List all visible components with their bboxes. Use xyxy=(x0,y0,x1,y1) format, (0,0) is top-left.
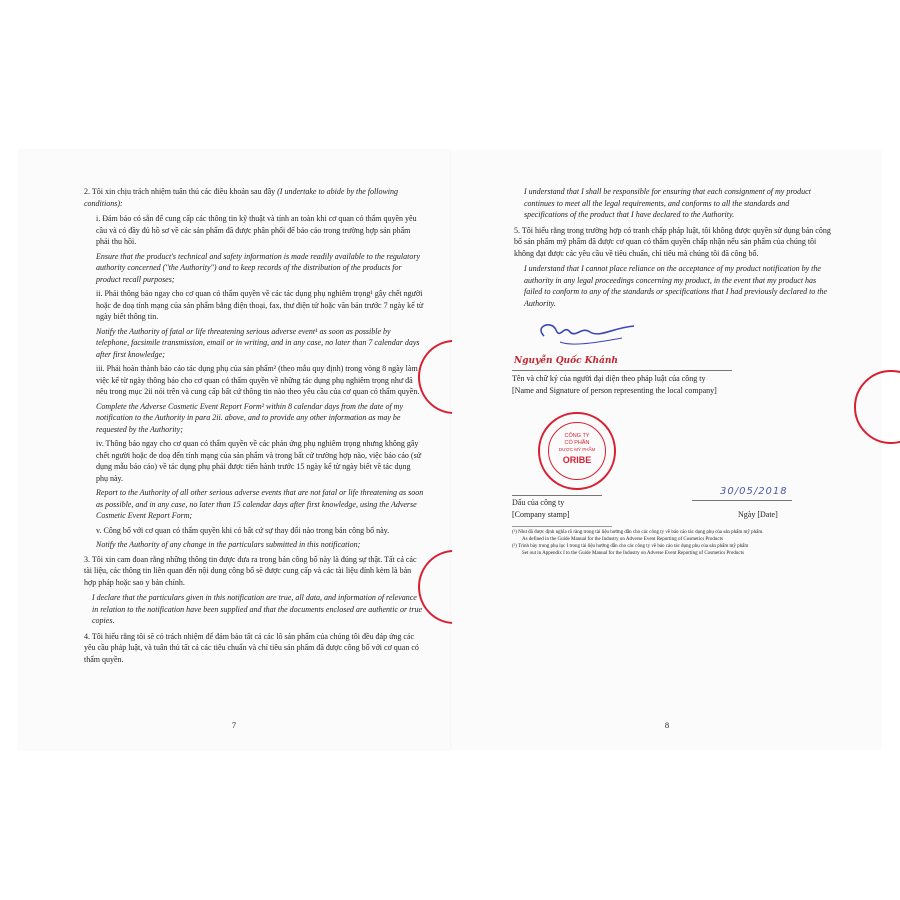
item-2-en: (I undertake to abide by the following conditions): xyxy=(84,187,399,208)
page-number-8: 8 xyxy=(664,720,670,730)
subitem-i-vi: i. Đảm bảo có sẵn để cung cấp các thông tin kỹ thuật và tính an toàn khi cơ quan có thẩm quyền yêu cầu và có đầy đủ hồ sơ về các sản phẩm đã được phân phối để báo cáo trong trường hợp sản phẩm phải thu hồi. xyxy=(96,214,417,246)
footnote-1 xyxy=(512,529,854,536)
stamp-line xyxy=(512,495,602,496)
item-3-en: I declare that the particulars given in this notification are true, all data, and information of relevance in relation to the notification have been supplied and that the documents enclosed are authentic or true copies. xyxy=(92,593,423,625)
subitem-ii-vi: ii. Phải thông báo ngay cho cơ quan có thẩm quyền về các tác dụng phụ nghiêm trọng¹ gây chết người hoặc đe doạ tính mạng của sản phẩm bằng điện thoại, fax, thư điện tử hoặc văn bản trước 7 ngày kể từ ngày biết thông tin. xyxy=(96,289,424,321)
signature-label-vi: Tên và chữ ký của người đại diện theo pháp luật của công ty xyxy=(512,374,706,383)
subitem-iv-en: Report to the Authority of all other serious adverse events that are not fatal or life threatening as soon as possible, and in any case, no later than 15 calendar days after first knowledge, using the Adverse Cosmetic Event Report Form; xyxy=(96,488,424,520)
document-page-8 xyxy=(452,150,882,750)
subitem-v-vi: v. Công bố với cơ quan có thẩm quyền khi có bất cứ sự thay đổi nào trong bản công bố này. xyxy=(96,525,390,535)
signature-line xyxy=(512,370,732,371)
item-2 xyxy=(84,186,424,209)
item-2-vi: 2. Tôi xin chịu trách nhiệm tuân thủ các điều khoản sau đây xyxy=(84,187,276,196)
item-5-vi: 5. Tôi hiểu rằng trong trường hợp có tranh chấp pháp luật, tôi không được quyền sử dụng bản công bố sản phẩm mỹ phẩm đã được cơ quan có thẩm quyền chấp nhận nếu sản phẩm của chúng tôi không đạt được các yêu cầu về tiêu chuẩn, chỉ tiêu mà chúng tôi đã công bố. xyxy=(514,225,831,258)
footnote-2-vi: Trình bày trong phụ lục I trong tài liệu hướng dẫn cho các công ty về báo cáo tác dụng phụ của sản phẩm mỹ phẩm xyxy=(518,544,749,549)
partial-stamp-right xyxy=(854,370,900,444)
item-5-en: I understand that I cannot place reliance on the acceptance of my product notification by the authority in any legal proceedings concerning my product, in the event that my product has failed to conform to any of the standards or specifications that I had previously declared to the Authority. xyxy=(524,264,828,308)
subitem-i-en: Ensure that the product's technical and safety information is made readily available to the regulatory authority concerned ("the Authority") and to keep records of the distribution of the products for product recall purposes; xyxy=(96,251,421,284)
item-4-vi: 4. Tôi hiểu rằng tôi sẽ có trách nhiệm để đảm bảo tất cả các lô sản phẩm của chúng tôi đều đáp ứng các yêu cầu pháp luật, và tuân thủ tất cả các tiêu chuẩn và chỉ tiêu sản phẩm đã được công bố với cơ quan có thẩm quyền. xyxy=(84,631,419,664)
footnote-2-en: Set out in Appendix I to the Guide Manual for the Industry on Adverse Event Reporting of Cosmetics Products xyxy=(522,551,744,556)
footnote-2 xyxy=(512,543,854,550)
footnote-2-mark: (²) xyxy=(512,544,517,549)
page-number-7: 7 xyxy=(231,720,237,730)
footnote-1-en: As defined in the Guide Manual for the Industry on Adverse Event Reporting of Cosmetics Products xyxy=(522,537,723,542)
footnote-1-mark: (¹) xyxy=(512,530,517,535)
subitem-iv-vi: iv. Thông báo ngay cho cơ quan có thẩm quyền về các phản ứng phụ nghiêm trọng nhưng không gây chết người hoặc đe doạ đến tính mạng của sản phẩm và trong bất cứ trường hợp nào, việc báo cáo (sử dụng mẫu báo cáo) về tác dụng phụ phải được tiến hành trước 15 ngày kể từ ngày biết về tác dụng phụ này. xyxy=(96,439,422,483)
footnote-rule xyxy=(512,526,612,527)
subitem-iii-en: Complete the Adverse Cosmetic Event Report Form² within 8 calendar days from the date of my notification to the Authority in para 2ii. above, and to provide any other information as may be requested by the Authority; xyxy=(96,401,404,434)
item-4-en: I understand that I shall be responsible for ensuring that each consignment of my product continues to meet all the legal requirements, and conforms to all the standards and specifications of the product that I have declared to the Authority. xyxy=(524,187,811,219)
stamp-line-2: CỔ PHẦN xyxy=(564,440,590,446)
item-2-subitems xyxy=(96,213,424,551)
company-stamp-label-en: [Company stamp] xyxy=(512,510,570,519)
subitem-iii-vi: iii. Phải hoàn thành báo cáo tác dụng phụ của sản phẩm² (theo mẫu quy định) trong vòng 8 ngày làm việc kể từ ngày thông báo cho cơ quan có thẩm quyền về những tác dụng phụ nghiêm trọng như đã nêu trong mục 2ii nói trên và cung cấp bất cứ thông tin nào theo yêu cầu của cơ quan có thẩm quyền. xyxy=(96,364,420,396)
page-8-content xyxy=(514,186,832,313)
date-label: Ngày [Date] xyxy=(738,510,778,519)
signer-name: Nguyễn Quốc Khánh xyxy=(514,356,618,366)
footnote-1-vi: Như đã được định nghĩa rõ ràng trong tài liệu hướng dẫn cho các công ty về báo cáo tác dụng phụ của sản phẩm mỹ phẩm. xyxy=(518,530,764,535)
company-stamp xyxy=(538,412,616,490)
item-3-vi: 3. Tôi xin cam đoan rằng những thông tin được đưa ra trong bản công bố này là đúng sự thật. Tất cả các tài liệu, các thông tin liên quan đến nội dung công bố sẽ được cung cấp và các tài liệu đính kèm là bản hợp pháp hoặc sao y bản chính. xyxy=(84,554,417,587)
signature-scribble xyxy=(530,316,640,352)
stamp-line-4: ORIBE xyxy=(562,455,592,465)
stamp-line-1: CÔNG TY xyxy=(564,433,590,439)
document-page-7 xyxy=(18,150,450,750)
subitem-ii-en: Notify the Authority of fatal or life threatening serious adverse event¹ as soon as possible by telephone, facsimile transmission, email or in writing, and in any case, no later than 7 calendar days after first knowledge; xyxy=(96,326,420,359)
date-line xyxy=(692,500,792,501)
signature-label-en: [Name and Signature of person representing the local company] xyxy=(512,386,717,395)
stamp-line-3: DƯỢC MỸ PHẨM xyxy=(558,447,596,452)
company-stamp-label-vi: Dấu của công ty xyxy=(512,498,565,507)
handwritten-date: 30/05/2018 xyxy=(720,486,788,497)
footnotes xyxy=(512,529,854,557)
subitem-v-en: Notify the Authority of any change in the particulars submitted in this notification; xyxy=(96,540,361,549)
page-7-content xyxy=(84,186,424,669)
